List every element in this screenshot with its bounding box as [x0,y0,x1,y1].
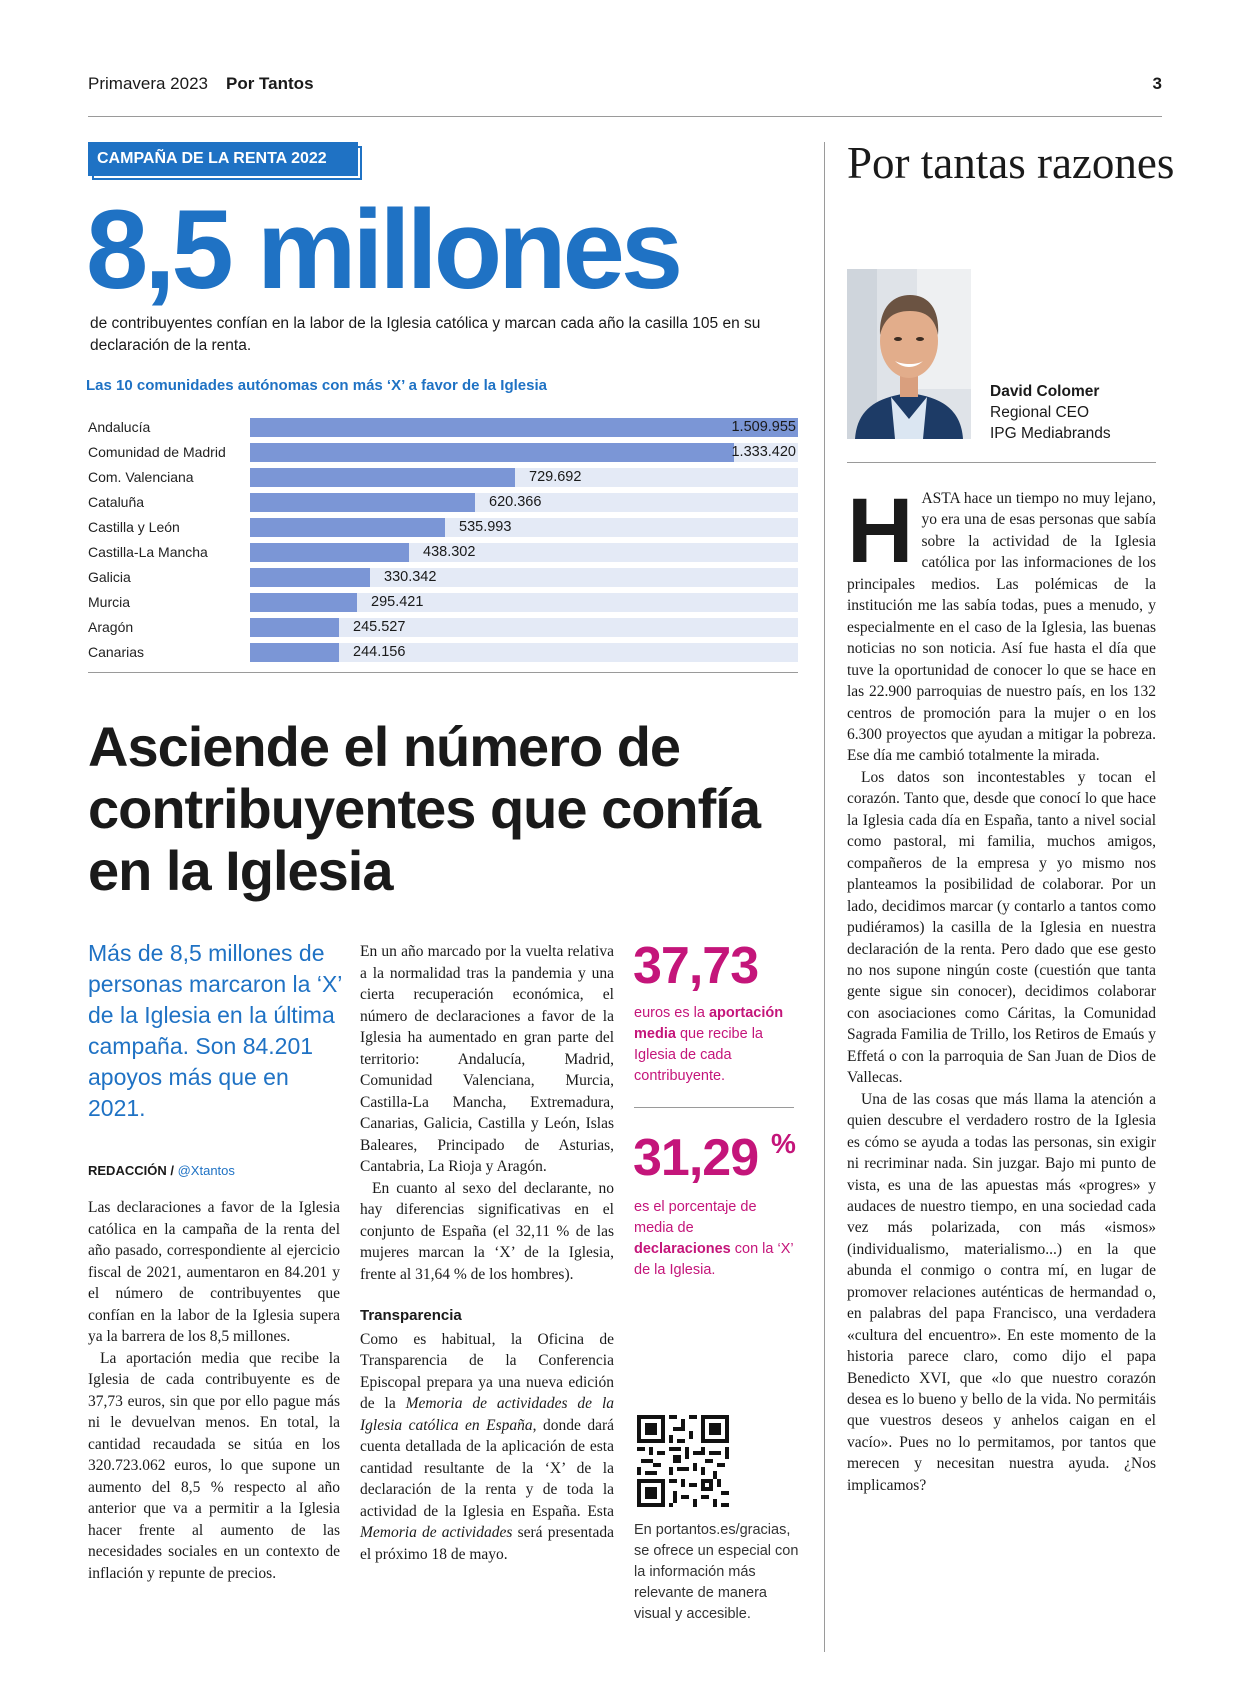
chart-category-label: Castilla y León [88,519,180,535]
chart-title: Las 10 comunidades autónomas con más ‘X’ a favor de la Iglesia [86,377,548,394]
chart-bar [250,543,409,562]
qr-link[interactable]: En portantos.es/gracias [634,1522,787,1538]
stat-percentage-caption: es el porcentaje de media de declaraciones con la ‘X’ de la Iglesia. [634,1199,794,1278]
chart-row [86,465,798,490]
chart-row [86,540,798,565]
chart-bar [250,618,339,637]
article-paragraph: Las declaraciones a favor de la Iglesia católica en la campaña de la renta del año pasado, correspondiente al ejercicio fiscal de 2021, aumentaron en 84.201 y el número de contribuyentes que confían en la labor de la Iglesia supera ya la barrera de los 8,5 millones. [88,1199,340,1345]
article-paragraph: En un año marcado por la vuelta relativa a la normalidad tras la pandemia y una cierta recuperación económica, el número de declaraciones a favor de la Iglesia ha aumentado en gran parte del territorio: Andalucía, Madrid, Comunidad Valenciana, Murcia, Castilla-La Mancha, Extremadura, Canarias, Galicia, Castilla y León, Islas Baleares, Principado de Asturias, Cantabria, La Rioja y Aragón. [360,943,614,1175]
author-company: IPG Mediabrands [990,425,1111,442]
page-header [88,74,1162,102]
page-number: 3 [1152,74,1162,93]
qr-caption: En portantos.es/gracias, se ofrece un especial con la información más relevante de manera visual y accesible. [634,1522,799,1622]
byline [88,1163,235,1178]
bar-chart [86,415,798,665]
chart-category-label: Andalucía [88,419,151,435]
chart-bar [250,443,734,462]
author-portrait [847,269,971,439]
publication-name: Por Tantos [226,74,314,93]
chart-value-label: 1.333.420 [731,444,796,460]
chart-bar [250,643,339,662]
chart-value-label: 620.366 [489,494,542,510]
chart-bar [250,418,798,437]
chart-value-label: 535.993 [459,519,512,535]
section-tag: CAMPAÑA DE LA RENTA 2022 [88,142,358,176]
chart-category-label: Com. Valenciana [88,469,194,485]
chart-row [86,640,798,665]
author-role: Regional CEO [990,404,1090,421]
chart-row [86,415,798,440]
chart-category-label: Murcia [88,594,131,610]
article-deck: Más de 8,5 millones de personas marcaron la ‘X’ de la Iglesia en la última campaña. Son 84.201 apoyos más que en 2021. [88,940,342,1121]
chart-category-label: Aragón [88,619,134,635]
chart-row [86,515,798,540]
stats-divider [634,1107,794,1108]
opinion-title: Por tantas razones [847,138,1175,188]
chart-value-label: 330.342 [384,569,437,585]
article-column-1 [88,1197,340,1584]
opinion-body [847,480,1156,1496]
feature-lead: de contribuyentes confían en la labor de la Iglesia católica y marcan cada año la casilla 105 en su declaración de la renta. [90,315,761,354]
byline-author: REDACCIÓN [88,1163,167,1178]
headline-figure: 8,5 millones [86,187,680,312]
subhead-transparencia: Transparencia [360,1307,462,1324]
chart-bar [250,593,357,612]
chart-category-label: Galicia [88,569,131,585]
article-paragraph: La aportación media que recibe la Iglesia de cada contribuyente es de 37,73 euros, sin que por ello pague más ni le devuelvan menos. En total, la cantidad recaudada se sitúa en los 320.723.062 euros, lo que supone un aumento del 8,5 % respecto al año anterior que va a permitir a la Iglesia hacer frente al aumento de las necesidades sociales en un contexto de inflación y repunte de precios. [88,1349,340,1582]
author-name: David Colomer [990,383,1100,400]
chart-value-label: 729.692 [529,469,582,485]
chart-bar [250,518,445,537]
byline-separator: / [170,1163,174,1178]
article-column-2 [360,941,614,1565]
stat-average-caption: euros es la aportación media que recibe la Iglesia de cada contribuyente. [634,1005,784,1084]
chart-value-label: 438.302 [423,544,476,560]
chart-category-label: Comunidad de Madrid [88,444,226,460]
drop-cap: H [847,480,914,582]
chart-divider [88,672,798,673]
chart-bar [250,468,515,487]
chart-value-label: 295.421 [371,594,424,610]
chart-row [86,440,798,465]
stat-percentage: 31,29 [633,1129,759,1187]
stat-percent-sign: % [771,1128,796,1159]
article-paragraph: En cuanto al sexo del declarante, no hay diferencias significativas en el conjunto de España (el 32,11 % de las mujeres marcan la ‘X’ de la Iglesia, frente al 31,64 % de los hombres). [360,1179,614,1283]
chart-row [86,490,798,515]
chart-row [86,590,798,615]
qr-code-icon[interactable] [637,1415,729,1507]
opinion-paragraph: Una de las cosas que más llama la atención a quien descubre el verdadero rostro de la Iglesia es cómo se ayuda a todas las personas, sin exigir ni recriminar nada. Sin juzgar. Bajo mi punto de vista, es una de las apuestas más «progres» y audaces de nuestro tiempo, en una sociedad cada vez más polarizada, con más «ismos» (individualismo, materialismo...) en la que abunda el conmigo o contra mí, en lugar de promover relaciones auténticas de hermandad o, en palabras del papa Francisco, una verdadera «cultura del encuentro». En este momento de la historia parece claro, como dijo el papa Benedicto XVI, que «lo que nuestro corazón desea es lo bueno y bello de la vida. No permitáis que vuestros deseos y anhelos caigan en el vacío». Pues no lo permitamos, por tantos que merecen y necesitan nuestra ayuda. ¿Nos implicamos? [847,1090,1156,1494]
article-headline: Asciende el número de contribuyentes que confía en la Iglesia [88,715,760,902]
chart-value-label: 1.509.955 [731,419,796,435]
chart-value-label: 244.156 [353,644,406,660]
stat-average-amount: 37,73 [633,937,759,995]
chart-category-label: Castilla-La Mancha [88,544,208,560]
chart-category-label: Cataluña [88,494,145,510]
issue-label: Primavera 2023 [88,74,209,93]
chart-bar [250,568,370,587]
opinion-paragraph: HASTA hace un tiempo no muy lejano, yo era una de esas personas que sabía sobre la actividad de la Iglesia católica por las informaciones de los principales medios. Las polémicas de la institución me las sabía todas, pues a menudo, y especialmente en el caso de la Iglesia, las buenas noticias no son noticia. Así fue hasta el día que tuve la oportunidad de conocer lo que se hace en las 22.900 parroquias de nuestro país, en los 132 centros de promoción para la mujer o en los 6.300 proyectos que ayudan a mitigar la pobreza. Ese día me cambió totalmente la mirada. [847,480,1156,765]
chart-category-label: Canarias [88,644,145,660]
article-paragraph: Como es habitual, la Oficina de Transparencia de la Conferencia Episcopal prepara ya una nueva edición de la Memoria de actividades de la Iglesia católica en España, donde dará cuenta detallada de la aplicación de esta cantidad resultante de la ‘X’ de la declaración de la renta y de toda la actividad de la Iglesia en España. Esta Memoria de actividades será presentada el próximo 18 de mayo. [360,1330,614,1563]
chart-row [86,615,798,640]
byline-handle[interactable]: @Xtantos [177,1163,235,1178]
chart-bar [250,493,475,512]
author-block [990,381,1111,444]
opinion-paragraph: Los datos son incontestables y tocan el corazón. Tanto que, desde que conocí lo que hace la Iglesia cada día en España, tanto a nivel social como pastoral, mi familia, muchos amigos, compañeros de la empresa y yo mismo nos planteamos la posibilidad de colaborar. Por un lado, decidimos marcar (y contarlo a tantos como pudiéramos) la casilla de la Iglesia en nuestra declaración de la renta. Pero dado que ese gesto no nos supone ningún coste (cuestión que tanta gente sigue sin conocer), decidimos colaborar con asociaciones como Cáritas, la Comunidad Sagrada Familia de Trillo, los Retiros de Emaús y Effetá o con la parroquia de San Juan de Dios de Vallecas. [847,768,1156,1087]
header-divider [88,116,1162,117]
author-divider [847,462,1156,463]
chart-value-label: 245.527 [353,619,406,635]
column-divider [824,142,825,1652]
chart-row [86,565,798,590]
